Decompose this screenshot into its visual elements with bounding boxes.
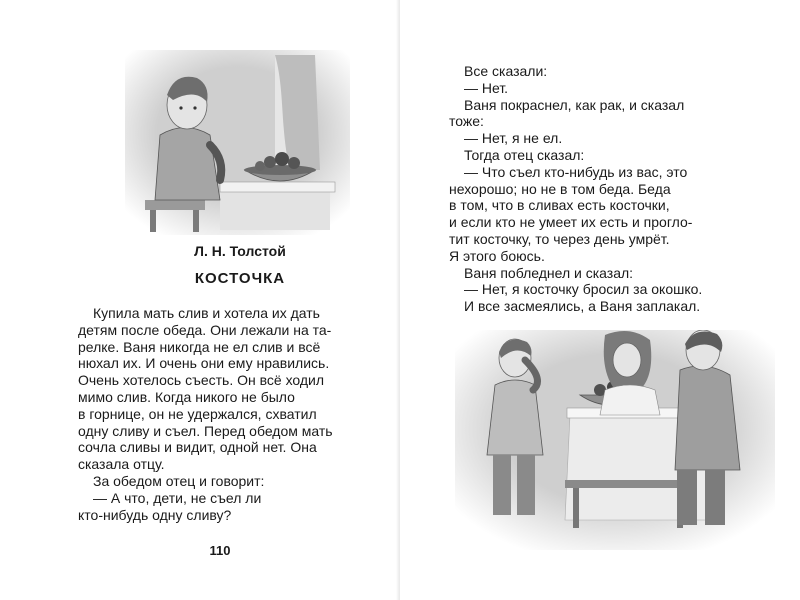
text-line: — Нет, я косточку бросил за окошко.: [464, 281, 703, 298]
text-line: И все засмеялись, а Ваня заплакал.: [464, 298, 701, 315]
right-page-text: [449, 63, 759, 315]
text-line: — А что, дети, не съел ли: [93, 489, 262, 506]
page-number: 110: [209, 543, 231, 558]
text-line: Очень хотелось съесть. Он всё ходил: [78, 372, 325, 389]
left-page-text: [78, 305, 378, 523]
text-line: Все сказали:: [464, 63, 548, 79]
text-line: в том, что в сливах есть косточки,: [449, 197, 670, 214]
text-line: Ваня покраснел, как рак, и сказал: [464, 96, 685, 113]
author-name: Л. Н. Толстой: [194, 243, 286, 259]
text-line: — Нет, я не ел.: [464, 130, 563, 147]
text-line: Купила мать слив и хотела их дать: [93, 305, 320, 321]
text-line: в горнице, он не удержался, схватил: [78, 405, 317, 422]
text-line: Я этого боюсь.: [449, 247, 545, 264]
text-line: мимо слив. Когда никого не было: [78, 388, 295, 405]
illustration-children-at-table: [455, 330, 775, 550]
text-line: нехорошо; но не в том беда. Беда: [449, 180, 671, 197]
text-line: сочла сливы и видит, одной нет. Она: [78, 439, 317, 456]
text-line: — Что съел кто-нибудь из вас, это: [464, 163, 688, 180]
text-line: За обедом отец и говорит:: [93, 472, 265, 489]
text-line: нюхал их. И очень они ему нравились.: [78, 355, 330, 372]
text-line: и если кто не умеет их есть и прогло-: [449, 214, 693, 231]
text-line: детям после обеда. Они лежали на та-: [78, 321, 332, 338]
text-line: сказала отцу.: [78, 456, 165, 473]
text-line: Тогда отец сказал:: [464, 146, 585, 163]
text-line: — Нет.: [464, 79, 509, 96]
right-page: [400, 0, 800, 600]
text-line: релке. Ваня никогда не ел слив и всё: [78, 338, 321, 355]
illustration-boy-with-plums: [125, 50, 350, 235]
text-line: тоже:: [449, 113, 484, 130]
story-title: КОСТОЧКА: [194, 270, 286, 287]
text-line: кто-нибудь одну сливу?: [78, 506, 232, 523]
text-line: Ваня побледнел и сказал:: [464, 264, 634, 281]
text-line: тит косточку, то через день умрёт.: [449, 230, 670, 247]
text-line: одну сливу и съел. Перед обедом мать: [78, 422, 333, 439]
